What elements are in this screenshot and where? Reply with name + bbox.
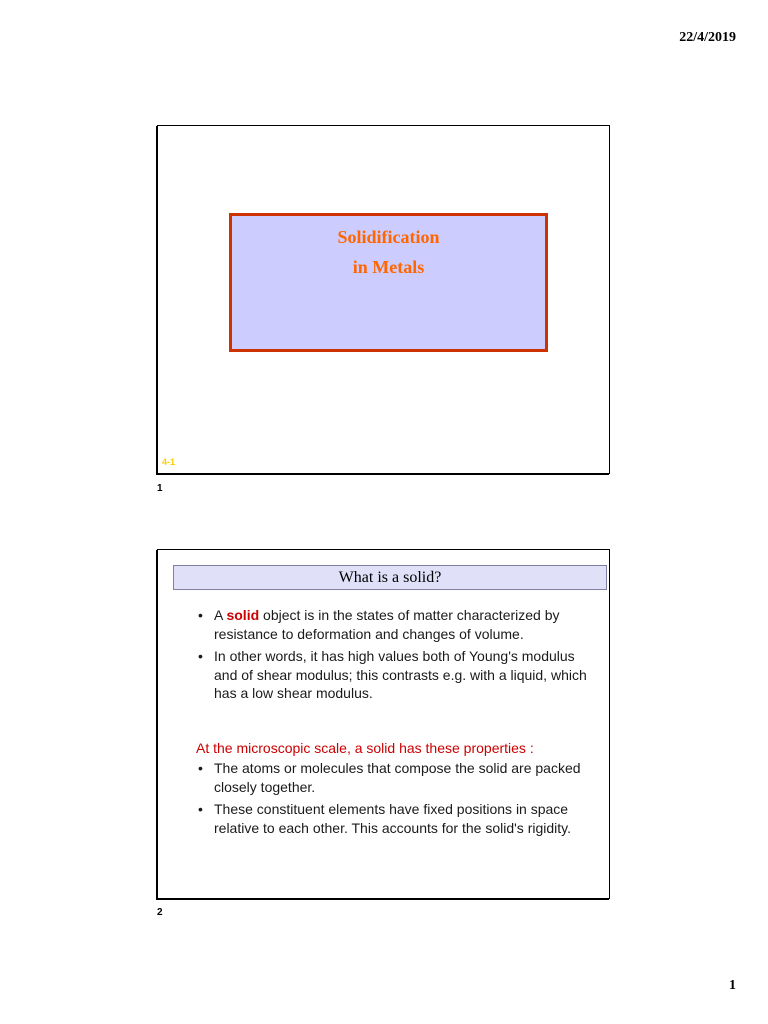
slide-content — [196, 606, 596, 841]
slide-tag: 4-1 — [162, 457, 176, 467]
properties-list — [196, 759, 596, 837]
slide-title-line-1: Solidification — [337, 227, 440, 247]
bullet-text-suffix: object is in the states of matter characterized by resistance to deformation and changes of volume. — [214, 607, 560, 642]
bullet-text-prefix: A — [214, 607, 227, 623]
slide-label-2: 2 — [157, 907, 163, 918]
slide-label-1: 1 — [157, 483, 163, 494]
page-number: 1 — [729, 978, 736, 993]
bullet-item — [196, 606, 596, 643]
slide-title-line-2: in Metals — [352, 257, 425, 277]
microscopic-heading: At the microscopic scale, a solid has these properties : — [196, 739, 534, 756]
slide-1 — [157, 125, 610, 474]
slide-heading: What is a solid? — [173, 565, 607, 590]
document-date: 22/4/2019 — [679, 30, 736, 45]
bullet-item: • In other words, it has high values both of Young's modulus and of shear modulus; this contrasts e.g. with a liquid, which has a low shear modulus. — [196, 647, 596, 703]
bullet-item: • These constituent elements have fixed positions in space relative to each other. This accounts for the solid's rigidity. — [196, 800, 596, 837]
bullet-item: • The atoms or molecules that compose the solid are packed closely together. — [196, 759, 596, 796]
highlight-term: solid — [226, 607, 260, 623]
slide-2 — [157, 549, 610, 899]
definition-list — [196, 606, 596, 703]
title-box — [229, 213, 548, 352]
